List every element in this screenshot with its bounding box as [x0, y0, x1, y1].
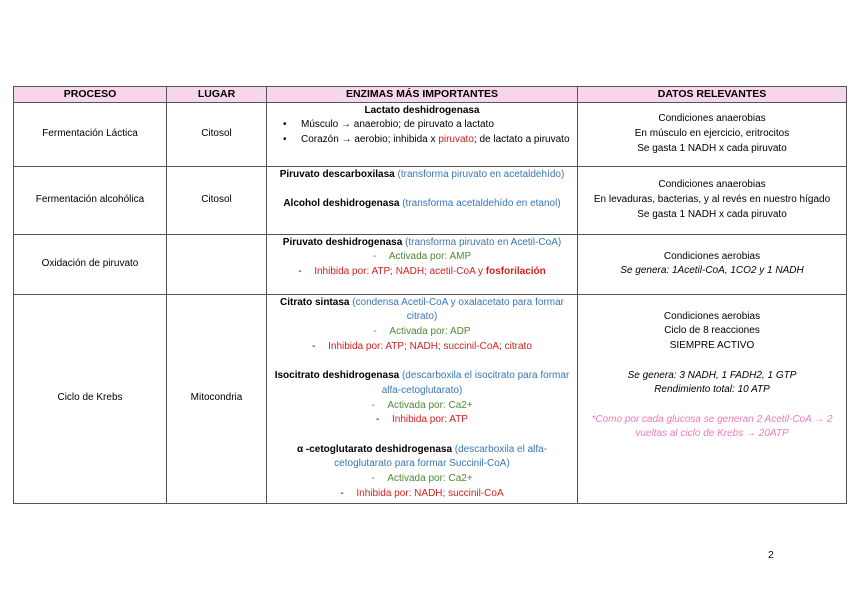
header-enzimas: ENZIMAS MÁS IMPORTANTES — [267, 87, 578, 103]
enzimas-cell — [267, 102, 578, 166]
table-row — [14, 102, 847, 166]
header-row — [14, 87, 847, 103]
header-proceso: PROCESO — [14, 87, 167, 103]
lugar-cell: Citosol — [167, 166, 267, 234]
lugar-cell: Mitocondria — [167, 294, 267, 503]
datos-cell: Condiciones anaerobias En levaduras, bacterias, y al revés en nuestro hígado Se gasta 1 NADH x cada piruvato — [578, 166, 847, 234]
table-row — [14, 234, 847, 294]
list-item: • Músculo → anaerobio; de piruvato a lactato — [283, 118, 573, 133]
page-number: 2 — [768, 549, 774, 561]
proceso-cell: Fermentación alcohólica — [14, 166, 167, 234]
enzimas-cell: Piruvato descarboxilasa (transforma piruvato en acetaldehído) Alcohol deshidrogenasa (transforma acetaldehído en etanol) — [267, 166, 578, 234]
enzimas-cell: Piruvato deshidrogenasa (transforma piruvato en Acetil-CoA) - Activada por: AMP - Inhibida por: ATP; NADH; acetil-CoA y fosforilación — [267, 234, 578, 294]
lugar-cell — [167, 234, 267, 294]
proceso-cell: Ciclo de Krebs — [14, 294, 167, 503]
enzyme-name: Lactato deshidrogenasa — [364, 104, 480, 116]
proceso-cell: Oxidación de piruvato — [14, 234, 167, 294]
table-row — [14, 294, 847, 503]
list-item: • Corazón → aerobio; inhibida x piruvato; de lactato a piruvato — [283, 133, 573, 148]
datos-cell: Condiciones anaerobias En músculo en ejercicio, eritrocitos Se gasta 1 NADH x cada piruvato — [578, 102, 847, 166]
proceso-cell: Fermentación Láctica — [14, 102, 167, 166]
header-lugar: LUGAR — [167, 87, 267, 103]
enzimas-cell: Citrato sintasa (condensa Acetil-CoA y oxalacetato para formar citrato) - Activada por: ADP - Inhibida por: ATP; NADH; succinil-CoA; citrato Isocitrato deshidrogenasa (descarboxila el isocitrato para formar alfa-cetoglutarato) - Activada por: Ca2+ - Inhibida por: ATP α -cetoglutarato deshidrogenasa (descarboxila el alfa-cetoglutarato para formar Succinil-CoA) - Activada por: Ca2+ - Inhibida por: NADH; succinil-CoA — [267, 294, 578, 503]
header-datos: DATOS RELEVANTES — [578, 87, 847, 103]
arrow-icon: → — [341, 119, 352, 131]
datos-cell: Condiciones aerobias Se genera: 1Acetil-CoA, 1CO2 y 1 NADH — [578, 234, 847, 294]
summary-table — [13, 86, 847, 504]
arrow-icon: → — [341, 134, 352, 146]
lugar-cell: Citosol — [167, 102, 267, 166]
bullet-list — [271, 118, 573, 147]
table-row — [14, 166, 847, 234]
note: *Como por cada glucosa se generan 2 Acetil-CoA → 2 vueltas al ciclo de Krebs → 20ATP — [591, 413, 833, 440]
datos-cell: Condiciones aerobias Ciclo de 8 reacciones SIEMPRE ACTIVO Se genera: 3 NADH, 1 FADH2, 1 GTP Rendimiento total: 10 ATP *Como por cada glucosa se generan 2 Acetil-CoA → 2 vueltas al ciclo de Krebs → 20ATP — [578, 294, 847, 503]
